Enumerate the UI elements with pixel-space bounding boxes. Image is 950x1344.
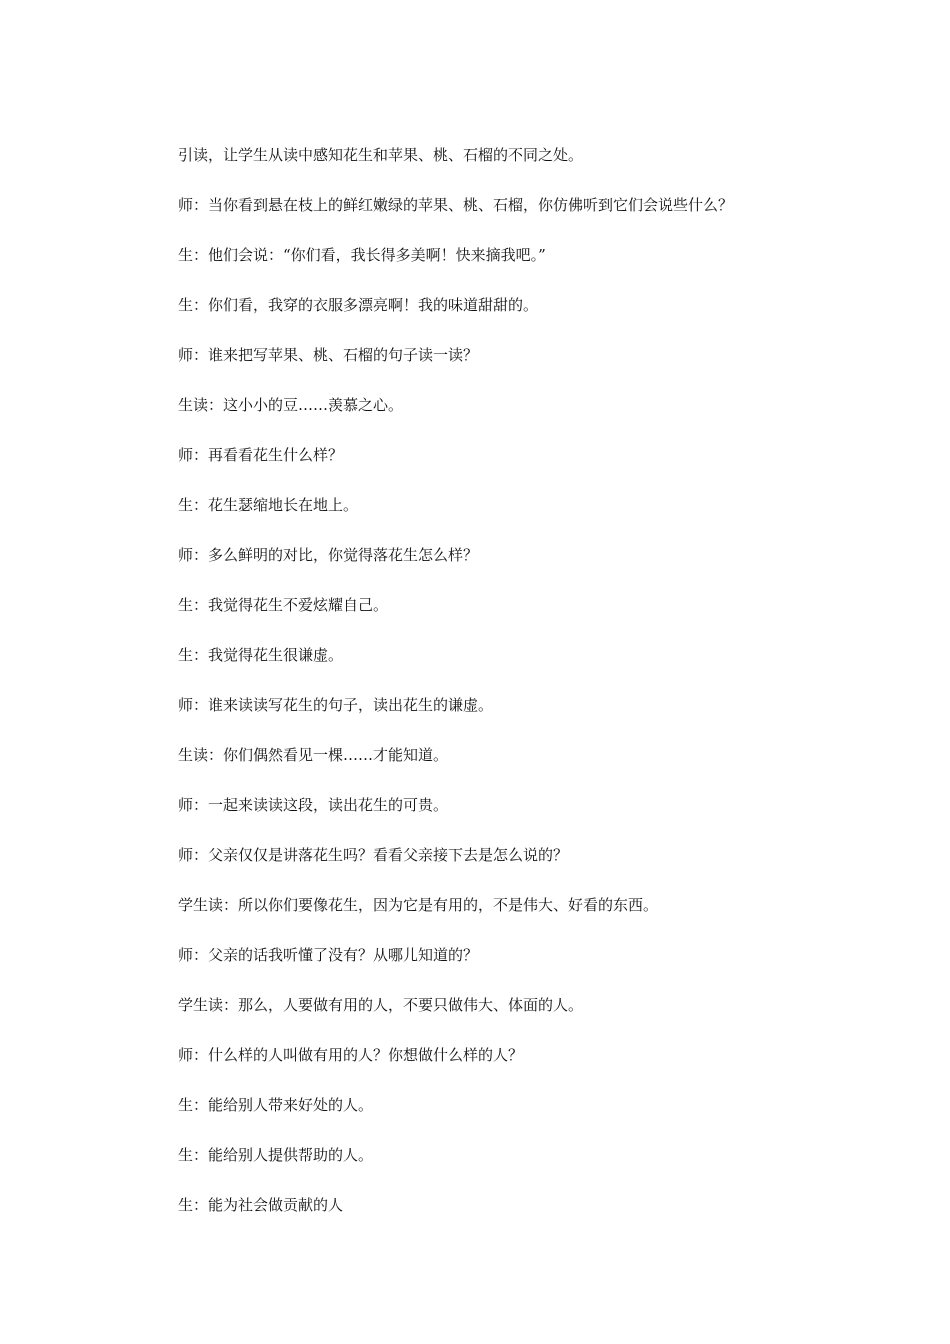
paragraph-line: 师：什么样的人叫做有用的人？你想做什么样的人？	[178, 1046, 524, 1064]
paragraph-line: 师：多么鲜明的对比，你觉得落花生怎么样？	[178, 546, 479, 564]
paragraph-line: 生：能给别人带来好处的人。	[178, 1096, 374, 1114]
paragraph-line: 师：再看看花生什么样？	[178, 446, 344, 464]
paragraph-line: 生：能为社会做贡献的人	[178, 1196, 344, 1214]
paragraph-line: 生：我觉得花生很谦虚。	[178, 646, 344, 664]
paragraph-line: 师：谁来把写苹果、桃、石榴的句子读一读？	[178, 346, 479, 364]
paragraph-line: 引读，让学生从读中感知花生和苹果、桃、石榴的不同之处。	[178, 146, 584, 164]
paragraph-line: 师：当你看到悬在枝上的鲜红嫩绿的苹果、桃、石榴，你仿佛听到它们会说些什么？	[178, 196, 734, 214]
paragraph-line: 师：父亲的话我听懂了没有？从哪儿知道的？	[178, 946, 479, 964]
paragraph-line: 生：你们看，我穿的衣服多漂亮啊！我的味道甜甜的。	[178, 296, 539, 314]
paragraph-line: 生：他们会说：“你们看，我长得多美啊！快来摘我吧。”	[178, 246, 546, 264]
paragraph-line: 生读：这小小的豆……羡慕之心。	[178, 396, 404, 414]
paragraph-line: 学生读：所以你们要像花生，因为它是有用的，不是伟大、好看的东西。	[178, 896, 659, 914]
paragraph-line: 学生读：那么，人要做有用的人，不要只做伟大、体面的人。	[178, 996, 584, 1014]
document-body	[178, 146, 878, 1246]
paragraph-line: 生：花生瑟缩地长在地上。	[178, 496, 359, 514]
paragraph-line: 生：能给别人提供帮助的人。	[178, 1146, 374, 1164]
paragraph-line: 生读：你们偶然看见一棵……才能知道。	[178, 746, 449, 764]
paragraph-line: 师：父亲仅仅是讲落花生吗？看看父亲接下去是怎么说的？	[178, 846, 569, 864]
paragraph-line: 生：我觉得花生不爱炫耀自己。	[178, 596, 389, 614]
paragraph-line: 师：一起来读读这段，读出花生的可贵。	[178, 796, 449, 814]
paragraph-line: 师：谁来读读写花生的句子，读出花生的谦虚。	[178, 696, 494, 714]
